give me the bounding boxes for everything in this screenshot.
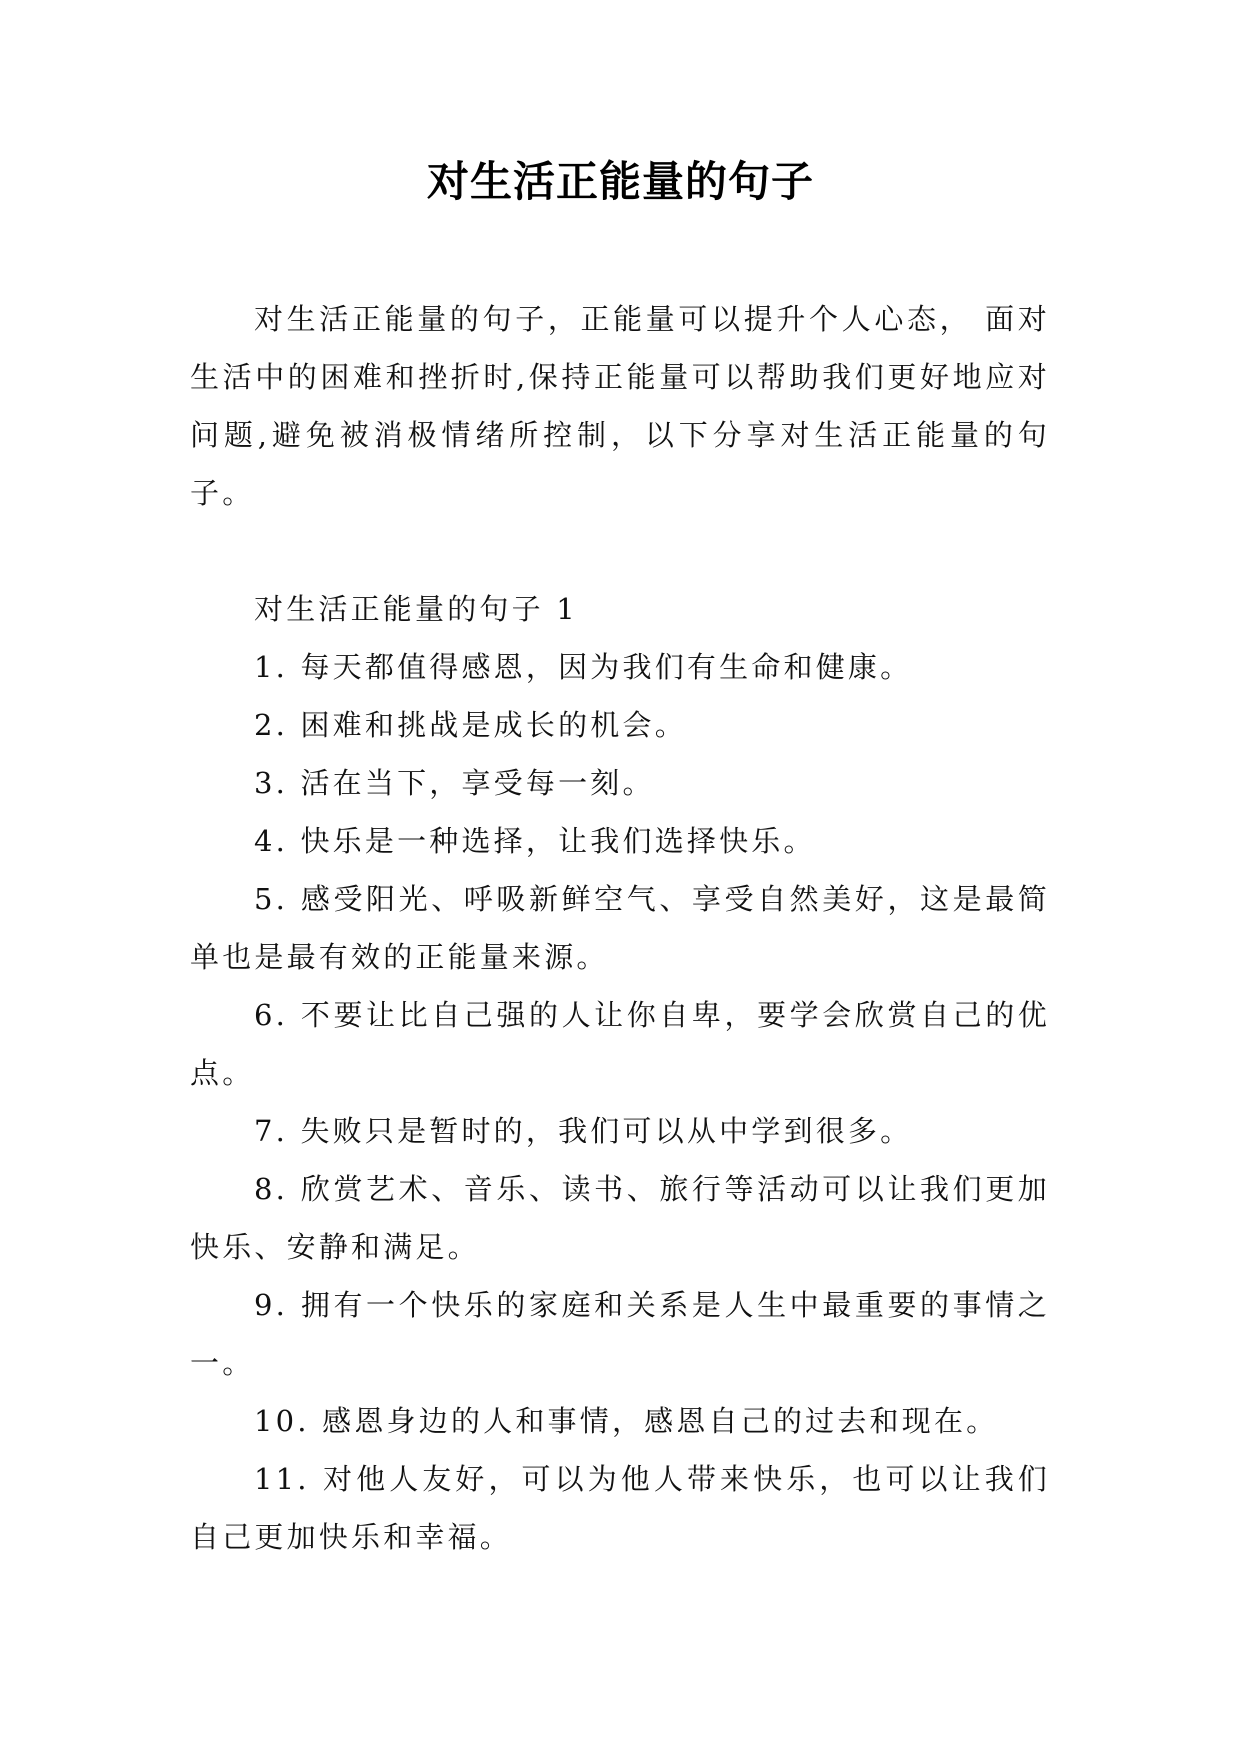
list-item: 11. 对他人友好，可以为他人带来快乐，也可以让我们自己更加快乐和幸福。: [190, 1462, 1050, 1554]
document-body: [190, 290, 1050, 1566]
list-item: 10. 感恩身边的人和事情，感恩自己的过去和现在。: [254, 1404, 999, 1438]
list-item: 7. 失败只是暂时的，我们可以从中学到很多。: [254, 1114, 913, 1148]
list-item: 4. 快乐是一种选择，让我们选择快乐。: [254, 824, 816, 858]
list-item: 1. 每天都值得感恩，因为我们有生命和健康。: [254, 650, 913, 684]
list-item: 3. 活在当下，享受每一刻。: [254, 766, 655, 800]
intro-paragraph: 对生活正能量的句子，正能量可以提升个人心态， 面对生活中的困难和挫折时,保持正能量可以帮助我们更好地应对问题,避免被消极情绪所控制，以下分享对生活正能量的句子。: [190, 302, 1050, 510]
section-heading: 对生活正能量的句子 1: [254, 592, 578, 626]
list-item: 9. 拥有一个快乐的家庭和关系是人生中最重要的事情之一。: [190, 1288, 1050, 1380]
list-item: 5. 感受阳光、呼吸新鲜空气、享受自然美好，这是最简单也是最有效的正能量来源。: [190, 882, 1050, 974]
list-item: 6. 不要让比自己强的人让你自卑，要学会欣赏自己的优点。: [190, 998, 1050, 1090]
list-item: 2. 困难和挑战是成长的机会。: [254, 708, 687, 742]
document-title: 对生活正能量的句子: [426, 157, 814, 206]
list-item: 8. 欣赏艺术、音乐、读书、旅行等活动可以让我们更加快乐、安静和满足。: [190, 1172, 1050, 1264]
